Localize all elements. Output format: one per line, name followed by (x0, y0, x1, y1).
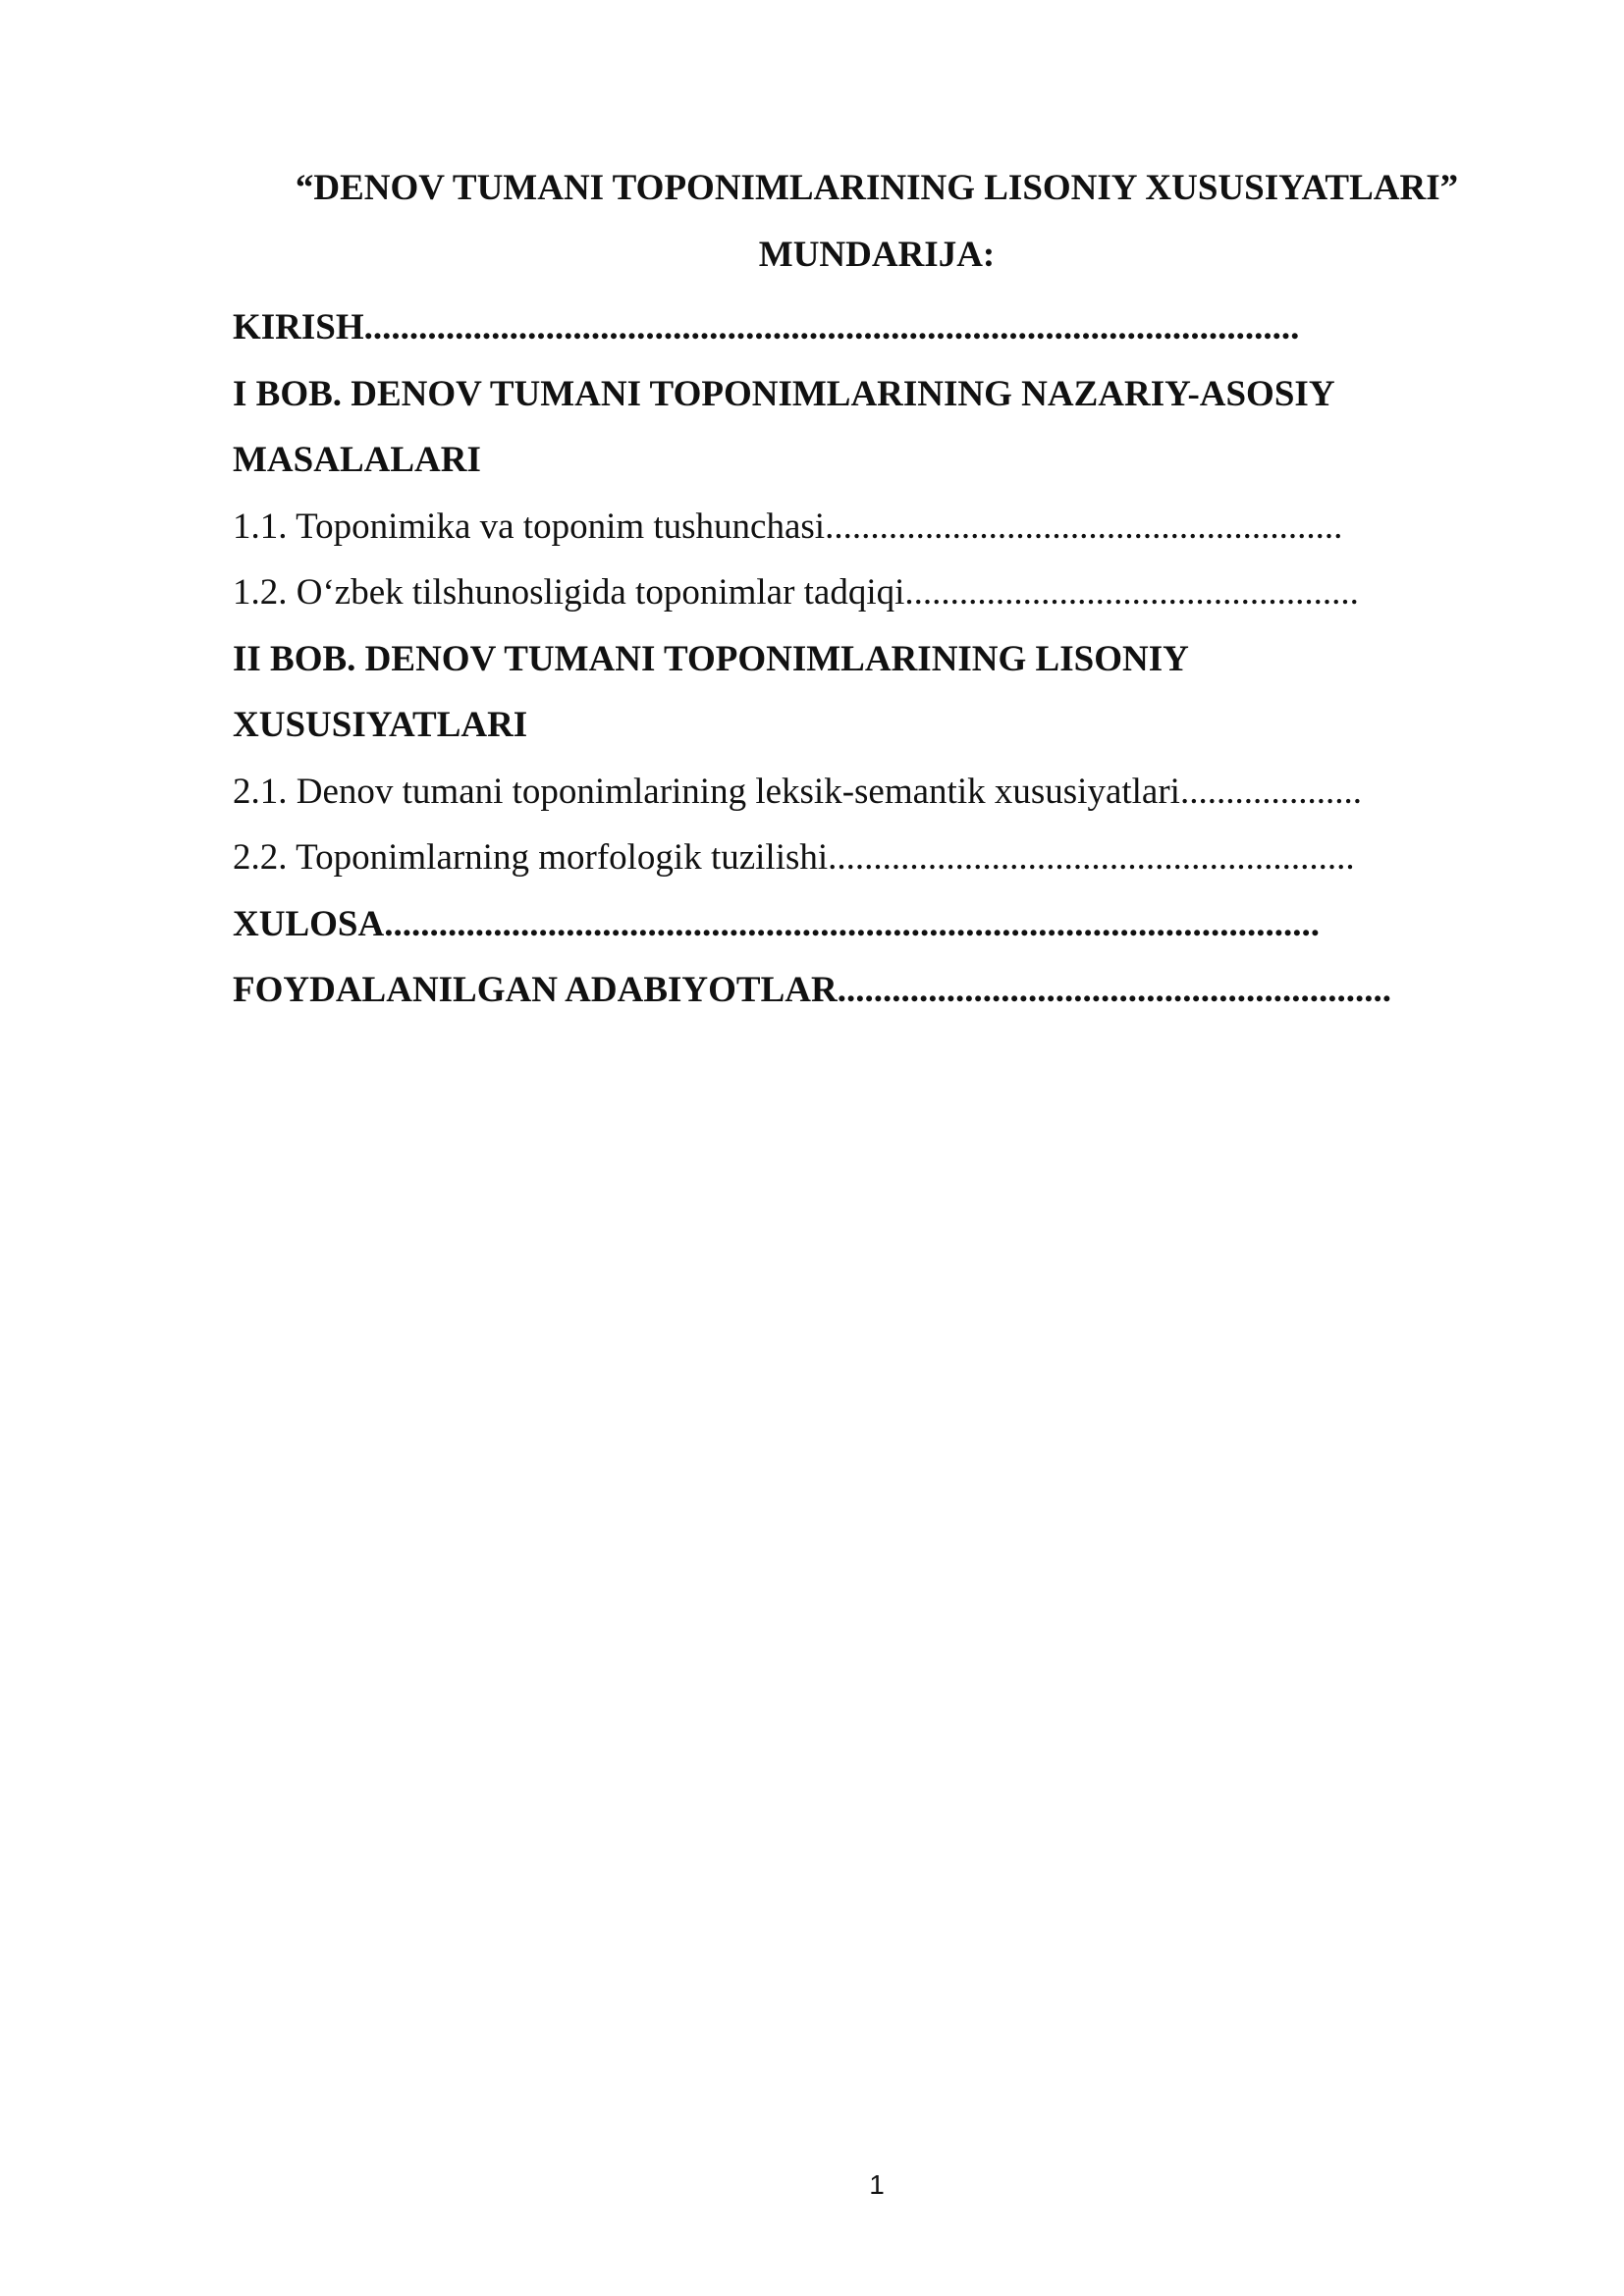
toc-entry-introduction: KIRISH....................................................................................................... (233, 307, 1300, 347)
toc-entry-chapter-2-line-1: II BOB. DENOV TUMANI TOPONIMLARINING LISONIY (233, 638, 1189, 679)
table-of-contents (233, 294, 1480, 1024)
toc-entry-section-1-2: 1.2. O‘zbek tilshunosligida toponimlar tadqiqi.................................................. (233, 572, 1359, 613)
toc-entry-conclusion: XULOSA....................................................................................................... (233, 903, 1320, 944)
toc-entry-chapter-1-line-1: I BOB. DENOV TUMANI TOPONIMLARINING NAZARIY-ASOSIY (233, 373, 1335, 414)
toc-entry-section-2-2: 2.2. Toponimlarning morfologik tuzilishi.......................................................... (233, 837, 1355, 878)
document-title: “DENOV TUMANI TOPONIMLARINING LISONIY XUSUSIYATLARI” (295, 168, 1459, 208)
toc-entry-chapter-1-line-2: MASALALARI (233, 440, 481, 480)
toc-entry-references: FOYDALANILGAN ADABIYOTLAR............................................................. (233, 970, 1391, 1010)
page-number: 1 (869, 2169, 885, 2200)
toc-entry-section-2-1: 2.1. Denov tumani toponimlarining leksik-semantik xususiyatlari.................... (233, 771, 1362, 812)
contents-heading: MUNDARIJA: (758, 235, 996, 275)
toc-entry-chapter-2-line-2: XUSUSIYATLARI (233, 705, 528, 745)
toc-entry-section-1-1: 1.1. Toponimika va toponim tushunchasi......................................................... (233, 506, 1343, 547)
